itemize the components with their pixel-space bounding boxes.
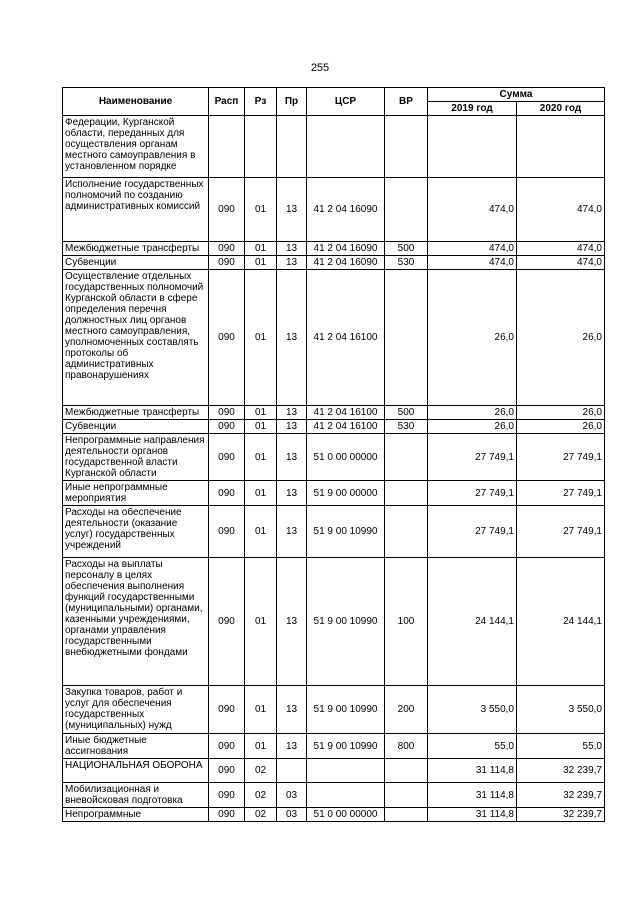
row-csr: 51 0 00 00000 <box>307 808 385 822</box>
table-row <box>63 270 605 406</box>
row-sum-2020: 26,0 <box>517 420 605 434</box>
row-name: Федерации, Курганской области, переданных для осуществления органам местного самоуправления в установленном порядке <box>63 116 209 178</box>
row-sum-2020: 32 239,7 <box>517 783 605 808</box>
table-row <box>63 242 605 256</box>
row-vr <box>385 116 428 178</box>
row-rasp: 090 <box>209 178 245 242</box>
page-number: 255 <box>310 62 330 74</box>
row-vr: 500 <box>385 406 428 420</box>
row-rz: 01 <box>245 734 277 759</box>
row-rasp: 090 <box>209 406 245 420</box>
row-rasp: 090 <box>209 420 245 434</box>
row-rz: 02 <box>245 783 277 808</box>
row-name: Субвенции <box>63 420 209 434</box>
row-name: Непрограммные направления деятельности органов государственной власти Курганской области <box>63 434 209 481</box>
row-sum-2019: 27 749,1 <box>428 506 517 558</box>
row-rasp: 090 <box>209 734 245 759</box>
row-sum-2019 <box>428 116 517 178</box>
row-csr: 51 0 00 00000 <box>307 434 385 481</box>
row-name: Межбюджетные трансферты <box>63 242 209 256</box>
row-vr: 800 <box>385 734 428 759</box>
row-rz: 01 <box>245 178 277 242</box>
table-row <box>63 178 605 242</box>
row-vr: 200 <box>385 686 428 734</box>
table-row <box>63 506 605 558</box>
row-pr: 13 <box>277 242 307 256</box>
row-rz: 01 <box>245 270 277 406</box>
row-rz: 01 <box>245 406 277 420</box>
row-name: Мобилизационная и вневойсковая подготовка <box>63 783 209 808</box>
row-pr: 03 <box>277 783 307 808</box>
row-rz: 01 <box>245 506 277 558</box>
row-sum-2020: 27 749,1 <box>517 434 605 481</box>
row-rz: 02 <box>245 808 277 822</box>
row-vr <box>385 759 428 783</box>
table-row <box>63 406 605 420</box>
row-rasp: 090 <box>209 481 245 506</box>
row-name: Иные бюджетные ассигнования <box>63 734 209 759</box>
row-name: Субвенции <box>63 256 209 270</box>
row-vr <box>385 270 428 406</box>
header-sum: Сумма <box>428 88 605 102</box>
row-rz: 01 <box>245 686 277 734</box>
row-name: Непрограммные <box>63 808 209 822</box>
row-rasp: 090 <box>209 686 245 734</box>
header-rasp: Расп <box>209 88 245 116</box>
header-vr: ВР <box>385 88 428 116</box>
row-sum-2020: 474,0 <box>517 242 605 256</box>
row-pr: 13 <box>277 420 307 434</box>
header-2020: 2020 год <box>517 102 605 116</box>
row-rasp: 090 <box>209 808 245 822</box>
row-pr: 13 <box>277 506 307 558</box>
row-rasp: 090 <box>209 434 245 481</box>
row-sum-2019: 27 749,1 <box>428 434 517 481</box>
header-rz: Рз <box>245 88 277 116</box>
header-name: Наименование <box>63 88 209 116</box>
row-rz: 01 <box>245 481 277 506</box>
table-row <box>63 256 605 270</box>
row-csr: 41 2 04 16090 <box>307 242 385 256</box>
row-vr: 500 <box>385 242 428 256</box>
row-vr <box>385 178 428 242</box>
row-csr: 51 9 00 10990 <box>307 734 385 759</box>
row-vr <box>385 434 428 481</box>
table-row <box>63 808 605 822</box>
row-rasp: 090 <box>209 759 245 783</box>
row-sum-2020: 474,0 <box>517 178 605 242</box>
row-sum-2020: 32 239,7 <box>517 759 605 783</box>
header-csr: ЦСР <box>307 88 385 116</box>
row-sum-2020: 474,0 <box>517 256 605 270</box>
row-csr: 41 2 04 16100 <box>307 406 385 420</box>
row-csr: 51 9 00 10990 <box>307 506 385 558</box>
row-sum-2020: 26,0 <box>517 270 605 406</box>
row-rasp: 090 <box>209 270 245 406</box>
row-sum-2020: 26,0 <box>517 406 605 420</box>
row-csr: 51 9 00 10990 <box>307 686 385 734</box>
table-row <box>63 434 605 481</box>
row-sum-2019: 26,0 <box>428 270 517 406</box>
row-vr <box>385 506 428 558</box>
row-name: Закупка товаров, работ и услуг для обеспечения государственных (муниципальных) нужд <box>63 686 209 734</box>
row-sum-2019: 27 749,1 <box>428 481 517 506</box>
row-sum-2019: 31 114,8 <box>428 759 517 783</box>
row-rz: 01 <box>245 242 277 256</box>
row-rasp: 090 <box>209 242 245 256</box>
row-pr: 13 <box>277 481 307 506</box>
row-rz: 01 <box>245 420 277 434</box>
row-vr <box>385 808 428 822</box>
row-name: Межбюджетные трансферты <box>63 406 209 420</box>
table-row <box>63 558 605 686</box>
row-rasp: 090 <box>209 256 245 270</box>
row-name: Расходы на выплаты персоналу в целях обеспечения выполнения функций государственными (муниципальными) органами, казенными учреждениями, органами управления государственными внебюджетными фондами <box>63 558 209 686</box>
row-sum-2019: 31 114,8 <box>428 783 517 808</box>
row-csr: 41 2 04 16100 <box>307 270 385 406</box>
row-sum-2019: 31 114,8 <box>428 808 517 822</box>
table-row <box>63 116 605 178</box>
row-name: Осуществление отдельных государственных полномочий Курганской области в сфере определения перечня должностных лиц органов местного самоуправления, уполномоченных составлять протоколы об административных правонарушениях <box>63 270 209 406</box>
row-rasp: 090 <box>209 783 245 808</box>
row-csr <box>307 759 385 783</box>
row-pr: 13 <box>277 256 307 270</box>
row-csr: 41 2 04 16090 <box>307 256 385 270</box>
row-rasp <box>209 116 245 178</box>
row-rz <box>245 116 277 178</box>
row-csr: 51 9 00 00000 <box>307 481 385 506</box>
row-sum-2019: 26,0 <box>428 420 517 434</box>
row-csr: 51 9 00 10990 <box>307 558 385 686</box>
row-vr: 100 <box>385 558 428 686</box>
row-rz: 01 <box>245 434 277 481</box>
row-csr <box>307 116 385 178</box>
row-sum-2020: 3 550,0 <box>517 686 605 734</box>
row-pr: 13 <box>277 270 307 406</box>
row-csr <box>307 783 385 808</box>
row-sum-2020 <box>517 116 605 178</box>
row-pr <box>277 116 307 178</box>
header-pr: Пр <box>277 88 307 116</box>
table-row <box>63 420 605 434</box>
row-sum-2019: 26,0 <box>428 406 517 420</box>
row-csr: 41 2 04 16100 <box>307 420 385 434</box>
row-sum-2019: 55,0 <box>428 734 517 759</box>
row-vr: 530 <box>385 420 428 434</box>
row-pr: 13 <box>277 406 307 420</box>
row-sum-2020: 32 239,7 <box>517 808 605 822</box>
row-vr: 530 <box>385 256 428 270</box>
row-rz: 01 <box>245 558 277 686</box>
row-sum-2019: 474,0 <box>428 178 517 242</box>
row-sum-2020: 27 749,1 <box>517 481 605 506</box>
row-pr: 03 <box>277 808 307 822</box>
table-body <box>63 116 605 822</box>
row-pr <box>277 759 307 783</box>
row-sum-2019: 24 144,1 <box>428 558 517 686</box>
row-sum-2019: 474,0 <box>428 256 517 270</box>
row-name: Исполнение государственных полномочий по созданию административных комиссий <box>63 178 209 242</box>
table-row <box>63 734 605 759</box>
row-vr <box>385 783 428 808</box>
row-rasp: 090 <box>209 558 245 686</box>
row-sum-2020: 27 749,1 <box>517 506 605 558</box>
row-name: НАЦИОНАЛЬНАЯ ОБОРОНА <box>63 759 209 783</box>
header-2019: 2019 год <box>428 102 517 116</box>
row-sum-2019: 3 550,0 <box>428 686 517 734</box>
row-pr: 13 <box>277 558 307 686</box>
table-row <box>63 686 605 734</box>
row-rz: 02 <box>245 759 277 783</box>
header-row-1 <box>63 88 605 102</box>
row-csr: 41 2 04 16090 <box>307 178 385 242</box>
row-pr: 13 <box>277 434 307 481</box>
row-pr: 13 <box>277 686 307 734</box>
row-rasp: 090 <box>209 506 245 558</box>
row-sum-2019: 474,0 <box>428 242 517 256</box>
row-pr: 13 <box>277 178 307 242</box>
row-rz: 01 <box>245 256 277 270</box>
row-sum-2020: 24 144,1 <box>517 558 605 686</box>
budget-table <box>62 87 605 822</box>
row-name: Иные непрограммные мероприятия <box>63 481 209 506</box>
row-pr: 13 <box>277 734 307 759</box>
table-row <box>63 481 605 506</box>
table-row <box>63 759 605 783</box>
row-sum-2020: 55,0 <box>517 734 605 759</box>
table-row <box>63 783 605 808</box>
row-vr <box>385 481 428 506</box>
row-name: Расходы на обеспечение деятельности (оказание услуг) государственных учреждений <box>63 506 209 558</box>
